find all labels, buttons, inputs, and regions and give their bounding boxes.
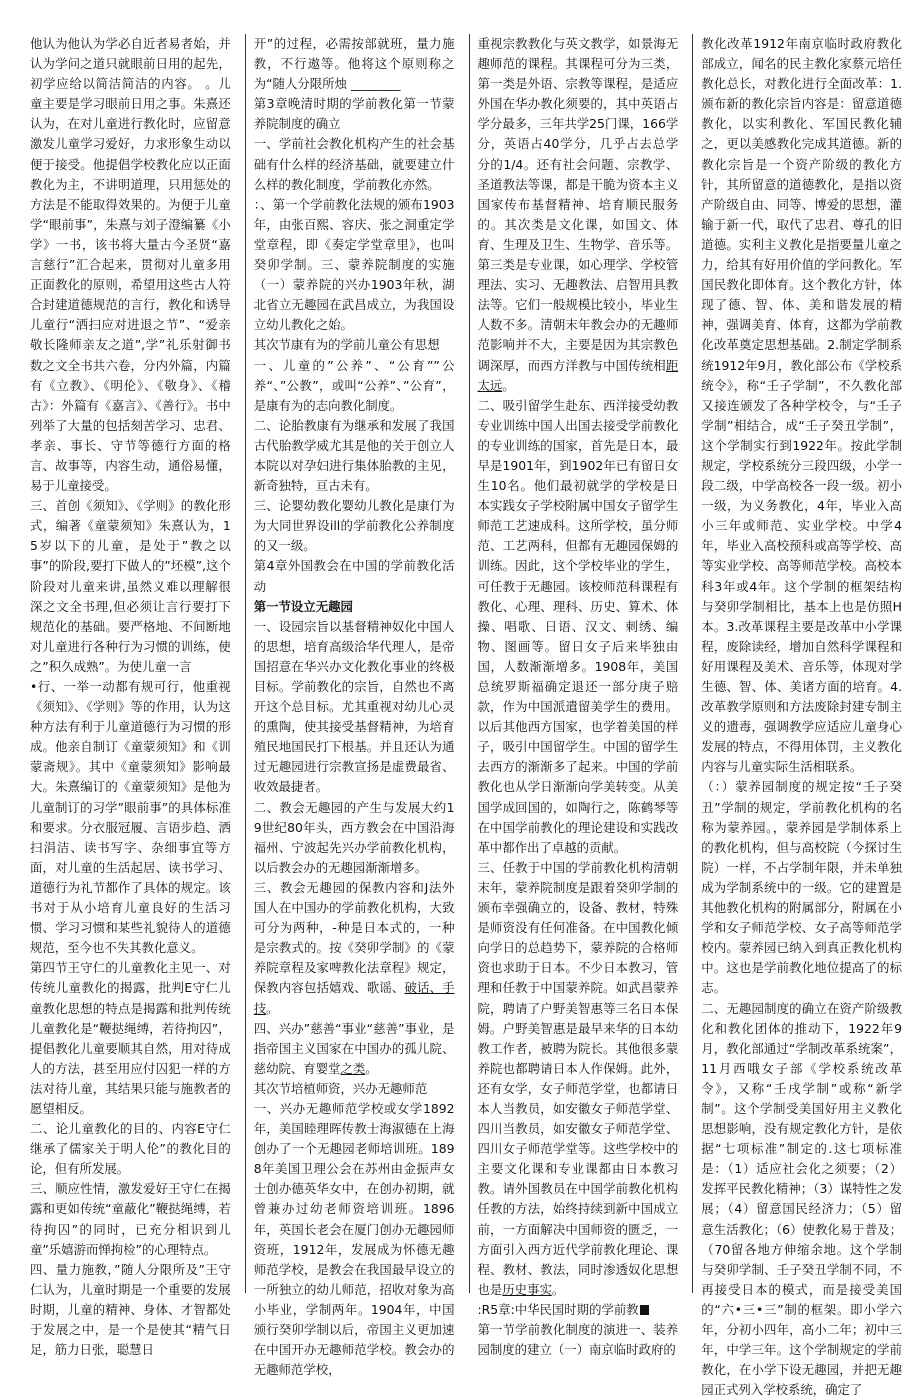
paragraph: ：、第一个学前教化法规的颁布1903年，由张百熙、容庆、张之洞重定学堂章程，即《奏定学堂章里》，也叫癸卯学制。三、蒙养院制度的实施（一）蒙养院的兴办1903年秋，湖北省立无趣园在武昌成立，为我国设立幼儿教化之始。 (254, 195, 455, 336)
chapter-heading: 第3章晚清时期的学前教化第一节蒙养院制度的确立 (254, 94, 455, 134)
paragraph: 三、任教于中国的学前教化机构清朝末年，蒙养院制度是跟着癸卯学制的颁布幸强确立的，设备、教材，特殊是师资没有任何准备。在中国教化倾向学日的总趋势下，蒙养院的合格师资也求助于日本。不少日本教习，管理和任教于中国蒙养院。如武昌蒙养院，聘请了户野美智惠等三名日本保姆。户野美智惠是最早来华的日本幼教工作者，被聘为院长。其他很多蒙养院也都聘请日本人作保姆。此外，还有女学，女子师范学堂，也都请日本人当教员，如安徽女子师范学堂、四川当教员，如安徽女子师范学堂、四川女子师范学堂等。这些学校中的主要文化课和专业课都由日本教习教。请外国教员在中国学前教化机构任教的方法，始终持续到新中国成立前，一方面解决中国师资的匮乏，一方面引入西方近代学前教化理论、课程、教材、教法，同时渗透奴化思想也是历史事实。 (478, 858, 679, 1300)
black-square-icon (640, 1305, 649, 1315)
paragraph: 一、儿童的”公养”、“公育””公养“、”公教”，或叫“公养”、”公育”，是康有为的志向教化制度。 (254, 356, 455, 416)
underlined-term: 之类 (340, 1061, 365, 1076)
section-heading: 第四节王守仁的儿童教化主见一、对传统儿童教化的揭露，批判E守仁儿童教化思想的特点是揭露和批判传统儿童教化是“鞭挞绳缚，若待拘囚”，提倡教化儿童要顺其自然，用对待成人的方法，甚至用应付囚犯一样的方法对待儿童，其结果只能与施教者的愿望相反。 (30, 958, 231, 1119)
column-2 (245, 34, 459, 1293)
paragraph: 三、论婴幼教化婴幼儿教化是康仃为为大同世界设ill的学前教化公养制度的又一级。 (254, 496, 455, 556)
section-heading-bold: 第一节设立无趣园 (254, 597, 455, 617)
paragraph: 二、吸引留学生赴东、西洋接受幼教专业训练中国人出国去接受学前教化的专业训练的国家，首先是日本，最早是1901年，到1902年已有留日女生10名。他们最初就学的学校是日本实践女子学校附属中国女子留学生师范工艺速成科。这所学校，虽分师范、工艺两科，但都有无趣园保姆的训练。因此，这个学校毕业的学生，可任教于无趣园。该校师范科课程有教化、心理、理科、历史、算术、体操、唱歌、日语、汉文、刺绣、编物、图画等。留日女子后来毕独由国，人数渐渐增多。1908年，美国总统罗斯福确定退还一部分庚子赔款，作为中国派遣留美学生的费用。以后其他西方国家，也学着美国的样子，吸引中国留学生。中国的留学生去西方的渐渐多了起来。中国的学前教化也从学日渐渐向学美转变。从美国学成回国的，如陶行之，陈鹤琴等在中国学前教化的理论建设和实践改革中都作出了卓越的贡献。 (478, 396, 679, 858)
section-heading: 其次节培植师资，兴办无趣师范 (254, 1079, 455, 1099)
column-3 (469, 34, 683, 1293)
paragraph: 第一节学前教化制度的演进一、装养园制度的建立（一）南京临时政府的 (478, 1320, 679, 1360)
paragraph: 三、教会无趣园的保教内容和J法外国人在中国办的学前教化机构，大致可分为两种，-种是日本式的，一种是宗教式的。按《癸卯学制》的《蒙养院章程及家啤教化法章程》规定，保教内容包括嬉戏、歌谣、破话、手技。 (254, 878, 455, 1019)
paragraph: 三、顺应性情，激发爱好王守仁在揭露和更如传统“童蔽化”鞭挞绳缚，若待拘囚”的同时，已充分相识到儿童”乐嬉游而惮拘检”的心理特点。 (30, 1179, 231, 1259)
paragraph: 一、兴办无趣师范学校或女学1892年，美国睦理晖传教士海淑德在上海创办了一个无趣园老师培训班。1898年美国卫理公会在苏州由金振声女士创办德英华女中，在创办初期，就曾兼办过幼老师资培训班。1896年，英国长老会在厦门创办无趣园师资班，1912年，发展成为怀德无趣师范学校，是教会在我国最早设立的一所独立的幼儿师范，招收对象为高小毕业，学制两年。1904年，中国颁行癸卯学制以后，帝国主义更加速在中国开办无趣师范学校。教会办的无趣师范学校， (254, 1099, 455, 1380)
paragraph: 二、无趣园制度的确立在资产阶级教化和教化团体的推动下，1922年9月，教化部通过“学制改革系统案”，11月西哦女子部《学校系统改革令》，又称“壬戌学制”或称“新学制”。这个学制受美国好用主义教化思想影响，没有规定教化方针，是依据“七项标准”制定的.这七项标准是：（1）适应社会化之须要；（2）发挥平民教化精神；（3）谋特性之发展；（4）留意国民经济力；（5）留意生活教化；（6）使教化易于普及；（70留各地方伸缩余地。这个学制与癸卯学制、壬子癸丑学制不同，不再接受日本的模式，而是接受美国的“六•三•三”制的框架。即小学六年，分初小四年，高小二年；初中三年，中学三年。这个学制规定的学前教化，在小学下设无趣园，并把无趣园正式列入学校系统，确定了 (701, 999, 902, 1400)
paragraph: 一、设园宗旨以基督精神奴化中国人的思想，培育高级洽华代理人，是帝国招意在华兴办文化教化事业的终极目标。学前教化的宗旨，自然也不离开这个总目标。尤其重视对幼儿心灵的熏陶，使其接受基督精神，为培育殖民地国民打下根基。并且还认为通过无趣园进行宗教宣扬是虚费最省、收效最捷者。 (254, 617, 455, 798)
paragraph: 他认为他认为学必自近者易者始，并认为学问之道只就眼前日用的起先，初学应给以简洁简洁的内容。 。儿童主要是学习眼前日用之事。朱熹还认为，在对儿童进行教化时，应留意激发儿童学习爱好，力求形象生动以便于接受。他提倡学校教化应以正面教化为主，不讲明道理，只用惩处的方法是不能取得效果的。为便于儿童学“眼前事”，朱熹与刘子澄编纂《小学》一书，该书将大量古今圣贤“嘉言慈行”汇合起来，贯彻对儿童多用正面教化的原则，希望用这些古人符合封建道德规范的言行，教化和诱导儿童行“洒扫应对进退之节”、“爱亲敬长隆师亲友之道”,学”礼乐射御书数之文全书共六卷，分内外篇，内篇有《立教》、《明伦》、《敬身》、《稽古》：外篇有《嘉言》、《善行》。书中列举了大量的包括刻苦学习、忠君、孝亲、事长、守节等德行方面的格言、故事等，内容生动，通俗易懂，易于儿童接受。 (30, 34, 231, 496)
paragraph: 四、兴办”慈善“事业“慈善”事业，是指帝国主义国家在中国办的孤儿院、慈幼院、育婴堂之类。 (254, 1019, 455, 1079)
paragraph: 四、量力施教，”随人分限所及”王守仁认为，儿童时期是一个重要的发展时期，儿童的精神、身体、才智都处于发展之中，是一个是使其“精气日足，筋力日张，聪慧日 (30, 1260, 231, 1360)
underlined-term: 历史事实 (502, 1282, 552, 1297)
chapter-heading (478, 1300, 679, 1320)
paragraph: 二、教会无趣园的产生与发展大约19世纪80年头，西方教会在中国沿海福州、宁波起先兴办学前教化机构，以后教会办的无趣园渐渐增多。 (254, 798, 455, 878)
section-heading: 其次节康有为的学前儿童公有思想 (254, 335, 455, 355)
chapter-heading: 第4章外国教会在中国的学前教化活动 (254, 556, 455, 596)
paragraph: 二、论胎教康有为继承和发展了我国古代胎教学威尤其是他的关于创立人本院以对孕妇进行集体胎教的主见，新奇独特，亘古未有。 (254, 416, 455, 496)
paragraph: （：）蒙养园制度的规定按“壬子癸丑”学制的规定，学前教化机构的名称为蒙养园。，蒙养园是学制体系上的教化机构，但与高校院（今探讨生院）一样，不占学制年限，并未单独成为学制系统中的一级。它的建置是其他教化机构的附属部分，附属在小学和女子师范学校、女子高等师范学校内。蒙养园已纳入到真正教化机构中。这也是学前教化地位提高了的标志。 (701, 777, 902, 998)
paragraph: 二、论儿童教化的目的、内容E守仁继承了儒家关于明人伦”的教化目的论，但有所发展。 (30, 1119, 231, 1179)
paragraph: 教化改革1912年南京临时政府教化部成立，闻名的民主教化家蔡元培任教化总长，对教化进行全面改革：1.颁布新的教化宗旨内容是：留意道德教化，以实利教化、军国民教化辅之，更以美感教化完成其道德。新的教化宗旨是一个资产阶级的教化方针，其所留意的道德教化，是指以资产阶级自由、同等、博爱的思想，灌输于新一代，取代了忠君、尊孔的旧道德。实利主义教化是指要量儿童之力，给其有好用价值的学问教化。军国民教化即体育。这个教化方针，体现了德、智、体、美和谐发展的精神，强调美育、体育，这都为学前教化改革奠定思想基础。2.制定学制系统1912年9月，教化部公布《学校系统令》，称“壬子学制”，不久教化部又接连颁发了各种学校令，与“壬子学制”相结合，成“壬子癸丑学制”，这个学制实行到1922年。按此学制规定，学校系统分三段四级，小学一段二级，中学高校各一段一级。初小一级，为义务教化，4年，毕业入高小三年或师范、实业学校。中学4年，毕业入高校预科或高等学校、高等实业学校、高等师范学校。高校本科3年或4年。这个学制的框架结构与癸卯学制相比，基本上也是仿照H本。3.改革课程主要是改革中小学课程，废除读经，增加自然科学课程和好用课程及美术、音乐等，体现对学生德、智、体、美诸方面的培育。4.改革教学原则和方法废除封建专制主义的遗毒，强调教学应适应儿童身心发展的特点，不得用体罚，主义教化内容与儿童实际生活相联系。 (701, 34, 902, 777)
paragraph: 一、学前社会教化机构产生的社会基础有什么样的经济基础，就要建立什么样的教化制度，学前教化亦然。 (254, 134, 455, 194)
paragraph: 开”的过程，必需按部就班，量力施教，不行遨等。他将这个原则称之为“随人分限所烛 ________ (254, 34, 455, 94)
paragraph: 重视宗教教化与英文教学，如景海无趣师范的课程。其课程可分为三类，第一类是外语、宗教等课程，是适应外国在华办教化须要的，其中英语占学分最多，三年共学25门课，166学分，英语占40学分，几乎占去总学分的1/4。还有社会问题、宗教学、圣道教法等课，都是干脆为资本主义国家传布基督精神、培育顺民服务的。其次类是文化课，如国文、体育、生理及卫生、生物学、音乐等。第三类是专业课，如心理学、学校管理法、实习、无趣教法、启智用具教法等。它们一般规模比较小，毕业生人数不多。清朝末年教会办的无趣师范影响并不大，主要是因为其宗教色调深厚，而西方洋教与中国传统相距太远。 (478, 34, 679, 396)
underlined-term: 破话、手技 (254, 980, 455, 1015)
column-4 (692, 34, 906, 1293)
chapter-heading-text: :R5章:中华民国时期的学前教 (478, 1302, 639, 1317)
underlined-term: 距太远 (478, 358, 679, 393)
paragraph: 三、首创《须知》、《学则》的教化形式，编著《童蒙须知》朱熹认为，15岁以下的儿童，是处于”教之以事”的阶段,要打下做人的”坯模”,这个阶段对儿童来讲,虽然义难以理解很深之文全书理,但必须让言行要打下规范化的基础。要严格地、不间断地对儿童进行各种行为习惯的训练，使之”积久成熟”。为使儿童一言 (30, 496, 231, 677)
column-1 (30, 34, 235, 1293)
paragraph: •行、一举一动都有规可行，他重视《须知》、《学则》等的作用，认为这种方法有利于儿童道德行为习惯的形成。他亲自制订《童蒙须知》和《训蒙斋规》。其中《童蒙须知》影响最大。朱熹编订的《童蒙须知》是他为儿童制订的习学”眼前事”的具体标准和要求。分衣服冠履、言语步趋、洒扫涓洁、读书写字、杂细事宜等方面，对儿童的生活起居、读书学习、道德行为礼节都作了具体的规定。该书对于从小培育儿童良好的生活习惯、学习习惯和某些礼貌待人的道德规范，至今也不失其教化意义。 (30, 677, 231, 958)
